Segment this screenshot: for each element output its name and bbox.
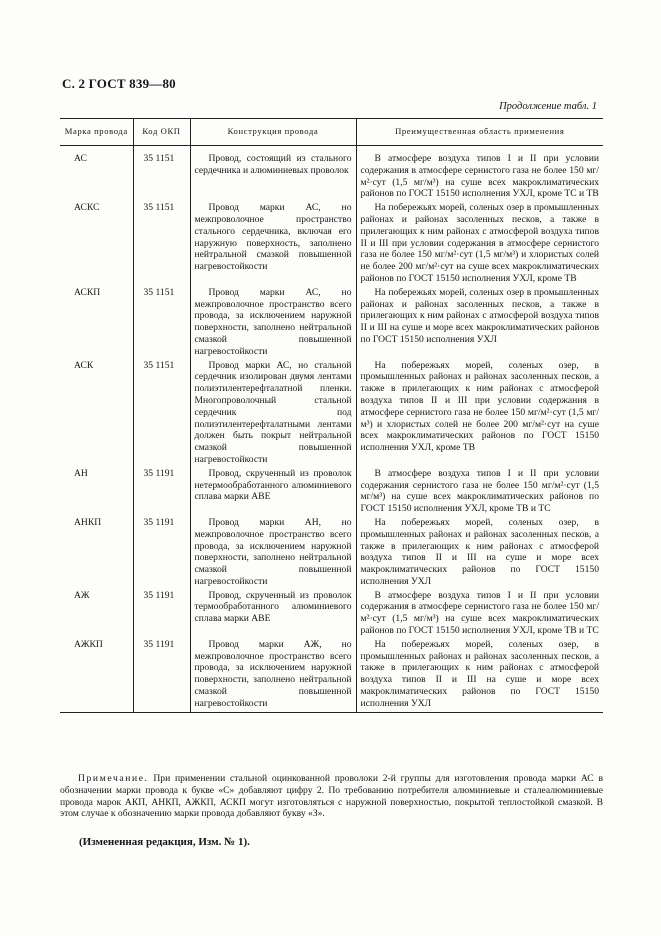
cell-construction: Провод марки АС, но стальной сердечник изолирован двумя лентами полиэтилентерефталатной пленки. Многопроволочный стальной сердечник под полиэтилентерефталатными лентами должен быть покрыт нейтральной смазкой повышенной нагревостойкости [190,360,356,468]
cell-application: На побережьях морей, соленых озер, в промышленных районах и районах засоленных песков, а также в прилегающих к ним районах с атмосферой воздуха типов II и III на суше и море всех макроклиматических районов по ГОСТ 15150 исполнения УХЛ [356,517,603,590]
column-header-application: Преимущественная область применения [356,119,603,146]
cell-mark: АН [74,467,88,479]
cell-application: В атмосфере воздуха типов I и II при условии содержания в атмосфере сернистого газа не более 150 мг/м²·сут (1,5 мг/м³) на суше всех макроклиматических районов по ГОСТ 15150 исполнения УХЛ, кроме ТС и ТВ [356,146,603,203]
table-row [60,639,603,712]
table-continuation-caption: Продолжение табл. 1 [499,101,597,112]
table-note [60,773,603,820]
cell-code: 35 1151 [133,360,190,468]
cell-code: 35 1191 [133,517,190,590]
cell-code: 35 1151 [133,287,190,360]
cell-construction: Провод марки АС, но межпроволочное пространство всего провода, за исключением наружной поверхности, заполнено нейтральной смазкой повышенной нагревостойкости [190,287,356,360]
table-row [60,202,603,287]
cell-mark: АЖКП [60,639,133,712]
cell-application: На побережьях морей, соленых озер в промышленных районах и районах засоленных песков, а также в прилегающих к ним районах с атмосферой воздуха типов II и III на суше и море всех макроклиматических районов по ГОСТ 15150 исполнения УХЛ [356,287,603,360]
cell-construction: Провод марки АН, но межпроволочное пространство всего провода, за исключением наружной поверхности, заполнено нейтральной смазкой повышенной нагревостойкости [190,517,356,590]
cell-construction: Провод марки АЖ, но межпроволочное пространство всего провода, за исключением наружной поверхности, заполнено нейтральной смазкой повышенной нагревостойкости [190,639,356,712]
cell-mark: АНКП [74,516,102,528]
note-label: Примечание. [78,773,149,784]
table-header-row [60,119,603,146]
table-row [60,146,603,203]
cell-code: 35 1191 [133,468,190,517]
table-row [60,287,603,360]
note-text: При применении стальной оцинкованной проволоки 2-й группы для изготовления провода марки АС в обозначении марки провода к букве «С» добавляют цифру 2. По требованию потребителя алюминиевые и сталеалюминиевые провода марок АКП, АНКП, АЖКП, АСКП могут изготовляться с наружной поверхностью, покрытой теплостойкой смазкой. В этом случае к обозначению марки провода добавляют букву «З». [60,773,603,820]
cell-code: 35 1191 [133,639,190,712]
cell-construction: Провод, скрученный из проволок термообработанного алюминиевого сплава марки АВЕ [190,590,356,639]
table-row [60,360,603,468]
cell-application: На побережьях морей, соленых озер, в промышленных районах и районах засоленных песков, а также в прилегающих к ним районах с атмосферой воздуха типов II и III на суше и море всех макроклиматических районов по ГОСТ 15150 исполнения УХЛ [356,639,603,712]
cell-mark: АЖ [74,589,90,601]
cell-mark: АСКП [74,286,101,298]
table-row [60,590,603,639]
column-header-mark: Марка провода [60,119,133,146]
table-row [60,468,603,517]
cell-application: На побережьях морей, соленых озер, в промышленных районах и районах засоленных песков, а также в прилегающих к ним районах с атмосферой воздуха типов II и III при условии содержания в атмосфере сернистого газа не более 150 мг/м²·сут (1,5 мг/м³) и хлористых солей не более 200 мг/м²·сут на суше всех макроклиматических районов по ГОСТ 15150 исполнения УХЛ, кроме ТВ [356,360,603,468]
cell-mark: АСКС [74,202,100,214]
cell-construction: Провод, скрученный из проволок нетермообработанного алюминиевого сплава марки АВЕ [190,468,356,517]
cell-code: 35 1151 [133,146,190,203]
cell-construction: Провод марки АС, но межпроволочное пространство стального сердечника, включая его наружную поверхность, заполнено нейтральной смазкой повышенной нагревостойкости [190,202,356,287]
cell-application: В атмосфере воздуха типов I и II при условии содержания в атмосфере сернистого газа не более 150 мг/м²·сут (1,5 мг/м³) на суше всех макроклиматических районов по ГОСТ 15150 исполнения УХЛ, кроме ТВ и ТС [356,590,603,639]
cell-code: 35 1151 [133,202,190,287]
cell-mark: АСК [74,359,94,371]
column-header-construction: Конструкция провода [190,119,356,146]
cell-application: В атмосфере воздуха типов I и II при условии содержания сернистого газа не более 150 мг/м²·сут (1,5 мг/м³) на суше всех макроклиматических районов по ГОСТ 15150 исполнения УХЛ, кроме ТВ и ТС [356,468,603,517]
cell-mark: АС [74,153,87,164]
amendment-notice: (Измененная редакция, Изм. № 1). [79,836,250,848]
cell-construction: Провод, состоящий из стального сердечника и алюминиевых проволок [190,146,356,203]
column-header-code: Код ОКП [133,119,190,146]
wire-spec-table [60,118,603,713]
page-header: С. 2 ГОСТ 839—80 [62,76,176,91]
cell-application: На побережьях морей, соленых озер в промышленных районах и районах засоленных песков, а также в прилегающих к ним районах с атмосферой воздуха типов II и III при условии содержания в атмосфере сернистого газа не более 150 мг/м²·сут (1,5 мг/м³) и хлористых солей не более 200 мг/м²·сут на суше всех макроклиматических районов по ГОСТ 15150 исполнения УХЛ, кроме ТВ [356,202,603,287]
table-row [60,517,603,590]
cell-code: 35 1191 [133,590,190,639]
